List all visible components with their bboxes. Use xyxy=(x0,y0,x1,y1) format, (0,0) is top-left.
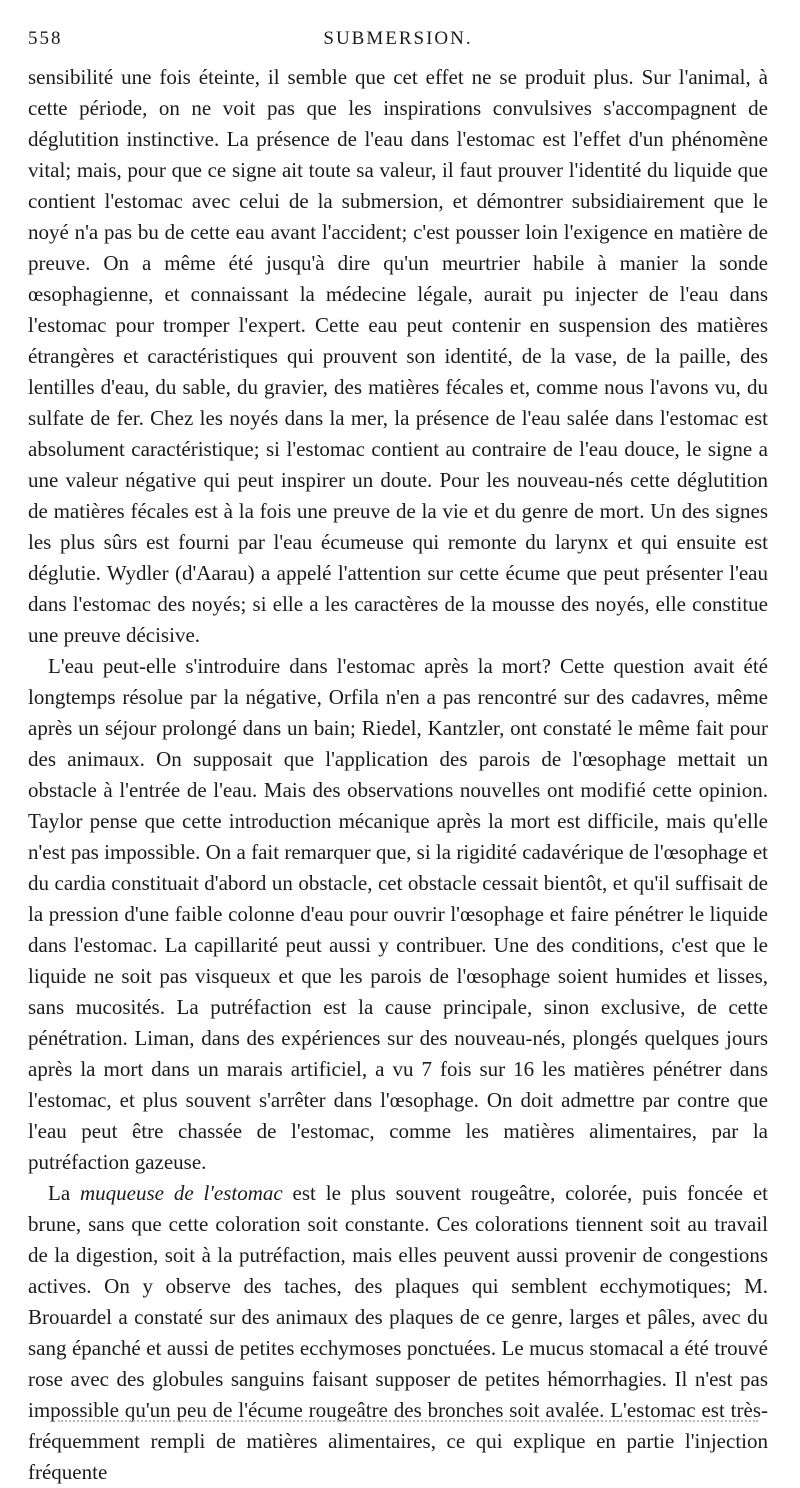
bottom-divider xyxy=(58,1420,758,1422)
book-page xyxy=(28,28,768,1488)
paragraph-body: est le plus souvent rougeâtre, colorée, puis foncée et brune, sans que cette coloration soit constante. Ces colorations tiennent soit au travail de la digestion, soit à la putréfaction, mais elles peuvent aussi provenir de congestions actives. On y observe des taches, des plaques qui semblent ecchymotiques; M. Brouardel a constaté sur des animaux des plaques de ce genre, larges et pâles, avec du sang épanché et aussi de petites ecchymoses ponctuées. Le mucus stomacal a été trouvé rose avec des globules sanguins faisant supposer de petites hémorrhagies. Il n'est pas impossible qu'un peu de l'écume rougeâtre des bronches soit avalée. L'estomac est très-fréquemment rempli de matières alimentaires, ce qui explique en partie l'injection fréquente xyxy=(28,1181,768,1484)
running-head xyxy=(28,28,768,58)
paragraph-lead: La xyxy=(48,1181,81,1205)
paragraph-continuation: sensibilité une fois éteinte, il semble que cet effet ne se produit plus. Sur l'animal, à cette période, on ne voit pas que les inspirations convulsives s'accompagnent de déglutition instinctive. La présence de l'eau dans l'estomac est l'effet d'un phénomène vital; mais, pour que ce signe ait toute sa valeur, il faut prouver l'identité du liquide que contient l'estomac avec celui de la submersion, et démontrer subsidiairement que le noyé n'a pas bu de cette eau avant l'accident; c'est pousser loin l'exigence en matière de preuve. On a même été jusqu'à dire qu'un meurtrier habile à manier la sonde œsophagienne, et connaissant la médecine légale, aurait pu injecter de l'eau dans l'estomac pour tromper l'expert. Cette eau peut contenir en suspension des matières étrangères et caractéristiques qui prouvent son identité, de la vase, de la paille, des lentilles d'eau, du sable, du gravier, des matières fécales et, comme nous l'avons vu, du sulfate de fer. Chez les noyés dans la mer, la présence de l'eau salée dans l'estomac est absolument caractéristique; si l'estomac contient au contraire de l'eau douce, le signe a une valeur négative qui peut inspirer un doute. Pour les nouveau-nés cette déglutition de matières fécales est à la fois une preuve de la vie et du genre de mort. Un des signes les plus sûrs est fourni par l'eau écumeuse qui remonte du larynx et qui ensuite est déglutie. Wydler (d'Aarau) a appelé l'attention sur cette écume que peut présenter l'eau dans l'estomac des noyés; si elle a les caractères de la mousse des noyés, elle constitue une preuve décisive. xyxy=(28,65,768,647)
paragraph-water-after-death: L'eau peut-elle s'introduire dans l'estomac après la mort? Cette question avait été longtemps résolue par la négative, Orfila n'en a pas rencontré sur des cadavres, même après un séjour prolongé dans un bain; Riedel, Kantzler, ont constaté le même fait pour des animaux. On supposait que l'application des parois de l'œsophage mettait un obstacle à l'entrée de l'eau. Mais des observations nouvelles ont modifié cette opinion. Taylor pense que cette introduction mécanique après la mort est difficile, mais qu'elle n'est pas impossible. On a fait remarquer que, si la rigidité cadavérique de l'œsophage et du cardia constituait d'abord un obstacle, cet obstacle cessait bientôt, et qu'il suffisait de la pression d'une faible colonne d'eau pour ouvrir l'œsophage et faire pénétrer le liquide dans l'estomac. La capillarité peut aussi y contribuer. Une des conditions, c'est que le liquide ne soit pas visqueux et que les parois de l'œsophage soient humides et lisses, sans mucosités. La putréfaction est la cause principale, sinon exclusive, de cette pénétration. Liman, dans des expériences sur des nouveau-nés, plongés quelques jours après la mort dans un marais artificiel, a vu 7 fois sur 16 les matières pénétrer dans l'estomac, et plus souvent s'arrêter dans l'œsophage. On doit admettre par contre que l'eau peut être chassée de l'estomac, comme les matières alimentaires, par la putréfaction gazeuse. xyxy=(28,654,768,1174)
running-title: SUBMERSION. xyxy=(323,28,473,49)
body-text xyxy=(28,62,768,1488)
paragraph-gastric-mucosa xyxy=(28,1178,768,1488)
emphasized-term: muqueuse de l'estomac xyxy=(80,1181,283,1205)
page-number: 558 xyxy=(28,28,63,49)
